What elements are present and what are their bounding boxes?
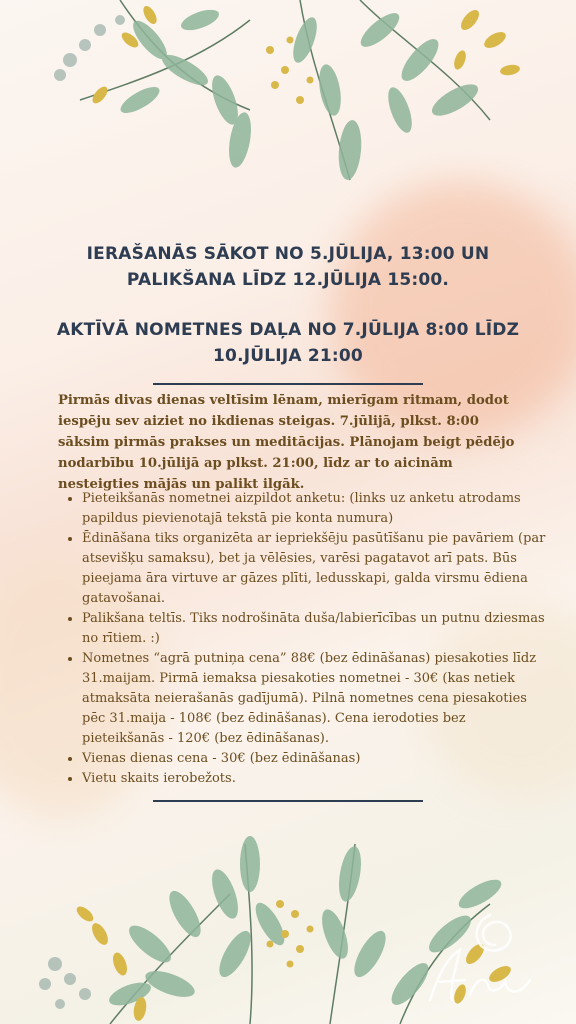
list-item: • Pieteikšanās nometnei aizpildot anketu: (links uz anketu atrodams papildus pievienotajā tekstā pie konta numura) (82, 489, 552, 529)
list-item: • Vienas dienas cena - 30€ (bez ēdināšanas) (82, 749, 552, 769)
list-item: • Ēdināšana tiks organizēta ar iepriekšēju pasūtīšanu pie pavāriem (par atsevišķu samaksu), bet ja vēlēsies, varēsi pagatavot arī pats. Būs pieejama āra virtuve ar gāzes plīti, ledusskapi, galda virsmu ēdiena gatavošanai. (82, 529, 552, 609)
swirl-signature-logo (410, 910, 560, 1010)
top-botanical-decoration (0, 0, 576, 200)
list-item: • Nometnes “agrā putniņa cena” 88€ (bez ēdināšanas) piesakoties līdz 31.maijam. Pirmā iemaksa piesakoties nometnei - 30€ (kas netiek atmaksāta neierašanās gadījumā). Pilnā nometnes cena piesakoties pēc 31.maija - 108€ (bez ēdināšanas). Cena ierodoties bez pieteikšanās - 120€ (bez ēdināšanas). (82, 649, 552, 749)
list-item: • Palikšana teltīs. Tiks nodrošināta duša/labierīcības un putnu dziesmas no rītiem. :) (82, 609, 552, 649)
arrival-heading-line1: IERAŠANĀS SĀKOT NO 5.JŪLIJA, 13:00 UN (86, 244, 490, 264)
top-divider (153, 383, 423, 385)
bottom-divider (153, 800, 423, 802)
active-heading (0, 317, 576, 369)
active-heading-line2: 10.JŪLIJA 21:00 (213, 346, 363, 366)
info-list (58, 489, 552, 789)
arrival-heading-line2: PALIKŠANA LĪDZ 12.JŪLIJA 15:00. (126, 270, 450, 290)
arrival-heading (0, 241, 576, 293)
list-item: • Vietu skaits ierobežots. (82, 769, 552, 789)
active-heading-line1: AKTĪVĀ NOMETNES DAĻA NO 7.JŪLIJA 8:00 LĪDZ (56, 320, 520, 340)
intro-paragraph: Pirmās divas dienas veltīsim lēnam, mierīgam ritmam, dodot iespēju sev aiziet no ikdienas steigas. 7.jūlijā, plkst. 8:00 sāksim pirmās prakses un meditācijas. Plānojam beigt pēdējo nodarbību 10.jūlijā ap plkst. 21:00, līdz ar to aicinām nesteigties mājās un palikt ilgāk. (58, 393, 515, 492)
